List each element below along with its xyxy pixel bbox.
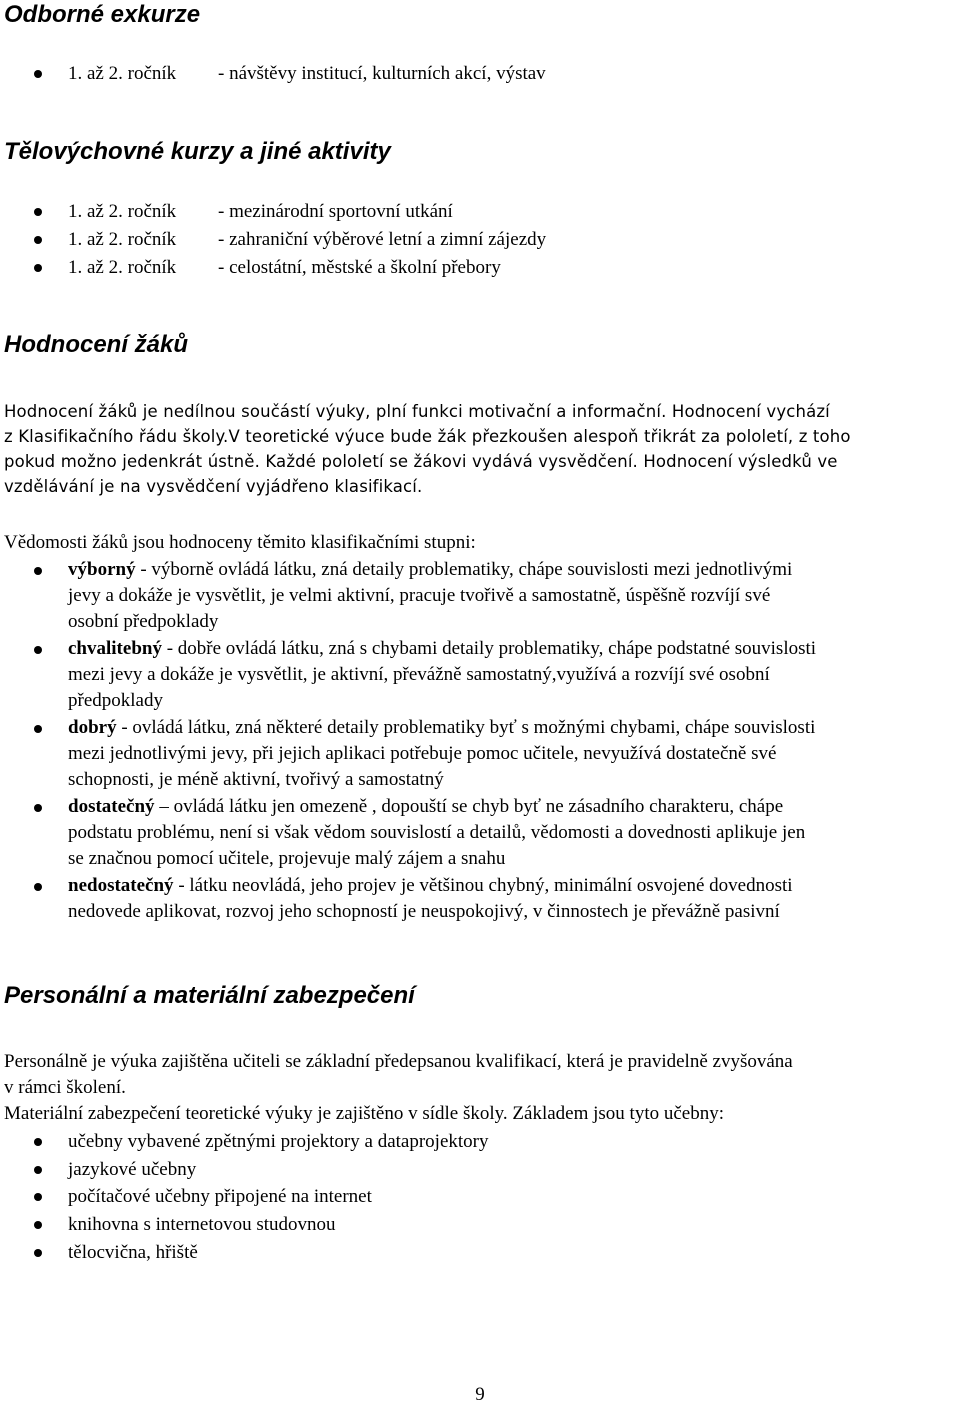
grade-term: nedostatečný [68,875,174,896]
paragraph-line: Hodnocení žáků je nedílnou součástí výuky, plní funkci motivační a informační. Hodnocení vychází [4,402,830,421]
heading-sports: Tělovýchovné kurzy a jiné aktivity [4,138,391,165]
grade-term: výborný [68,559,136,580]
list-item-text: - zahraniční výběrové letní a zimní zájezdy [218,229,547,250]
grade-line: předpoklady [68,690,163,711]
bullet-icon [34,208,42,216]
grade-description: – ovládá látku jen omezeně , dopouští se chyb byť ne zásadního charakteru, chápe [154,796,784,817]
list-item-year: 1. až 2. ročník [68,257,177,278]
list-item-year: 1. až 2. ročník [68,229,177,250]
grade-line: nedovede aplikovat, rozvoj jeho schopností je neuspokojivý, v činnostech je převážně pasivní [68,901,780,922]
grade-term: chvalitebný [68,638,162,659]
grade-first-line [68,794,783,820]
grade-first-line [68,636,816,662]
grade-description: - látku neovládá, jeho projev je většinou chybný, minimální osvojené dovednosti [173,875,793,896]
bullet-icon [34,70,42,78]
bullet-icon [34,236,42,244]
grade-line: mezi jevy a dokáže je vysvětlit, je aktivní, převážně samostatný,využívá a rozvíjí své osobní [68,664,770,685]
list-item-text: - celostátní, městské a školní přebory [218,257,501,278]
grade-line: podstatu problému, není si však vědom souvislostí a detailů, vědomosti a dovednosti aplikuje jen [68,822,806,843]
list-item-text: tělocvična, hřiště [68,1242,198,1263]
grade-first-line [68,715,815,741]
grade-first-line [68,557,792,583]
grade-description: - ovládá látku, zná některé detaily problematiky byť s možnými chybami, chápe souvislosti [116,717,816,738]
paragraph-line: v rámci školení. [4,1077,126,1098]
bullet-icon [34,883,42,891]
list-item-text: knihovna s internetovou studovnou [68,1214,336,1235]
paragraph-line: z Klasifikačního řádu školy.V teoretické výuce bude žák přezkoušen alespoň třikrát za pololetí, z toho [4,427,851,446]
bullet-icon [34,264,42,272]
grade-term: dobrý [68,717,117,738]
bullet-icon [34,1193,42,1201]
bullet-icon [34,646,42,654]
grade-line: osobní předpoklady [68,611,219,632]
bullet-icon [34,1166,42,1174]
list-item-text: učebny vybavené zpětnými projektory a dataprojektory [68,1131,489,1152]
grade-line: jevy a dokáže je vysvětlit, je velmi aktivní, pracuje tvořivě a samostatně, úspěšně rozvíjí své [68,585,771,606]
list-item-year: 1. až 2. ročník [68,201,177,222]
grade-line: mezi jednotlivými jevy, při jejich aplikaci potřebuje pomoc učitele, nevyužívá dostatečně své [68,743,777,764]
grade-description: - dobře ovládá látku, zná s chybami detaily problematiky, chápe podstatné souvislosti [161,638,817,659]
grade-line: schopnosti, je méně aktivní, tvořivý a samostatný [68,769,444,790]
list-item-year: 1. až 2. ročník [68,63,177,84]
grade-description: - výborně ovládá látku, zná detaily problematiky, chápe souvislosti mezi jednotlivými [135,559,793,580]
list-item-text: - návštěvy institucí, kulturních akcí, výstav [218,63,546,84]
page-number: 9 [475,1384,485,1405]
bullet-icon [34,725,42,733]
heading-staffing: Personální a materiální zabezpečení [4,982,415,1009]
list-item-text: - mezinárodní sportovní utkání [218,201,453,222]
heading-evaluation: Hodnocení žáků [4,331,189,358]
bullet-icon [34,1221,42,1229]
grade-term: dostatečný [68,796,155,817]
paragraph-line: Personálně je výuka zajištěna učiteli se základní předepsanou kvalifikací, která je pravidelně zvyšována [4,1051,793,1072]
heading-excursions: Odborné exkurze [4,1,201,28]
bullet-icon [34,1249,42,1257]
paragraph-line: pokud možno jedenkrát ústně. Každé pololetí se žákovi vydává vysvědčení. Hodnocení výsledků ve [4,452,838,471]
list-item-text: jazykové učebny [68,1159,197,1180]
grade-line: se značnou pomocí učitele, projevuje malý zájem a snahu [68,848,506,869]
paragraph-line: vzdělávání je na vysvědčení vyjádřeno klasifikací. [4,477,423,496]
bullet-icon [34,1138,42,1146]
bullet-icon [34,567,42,575]
bullet-icon [34,804,42,812]
list-item-text: počítačové učebny připojené na internet [68,1186,372,1207]
paragraph-line: Materiální zabezpečení teoretické výuky je zajištěno v sídle školy. Základem jsou tyto učebny: [4,1103,724,1124]
grade-first-line [68,873,793,899]
grades-intro: Vědomosti žáků jsou hodnoceny těmito klasifikačními stupni: [4,532,476,553]
